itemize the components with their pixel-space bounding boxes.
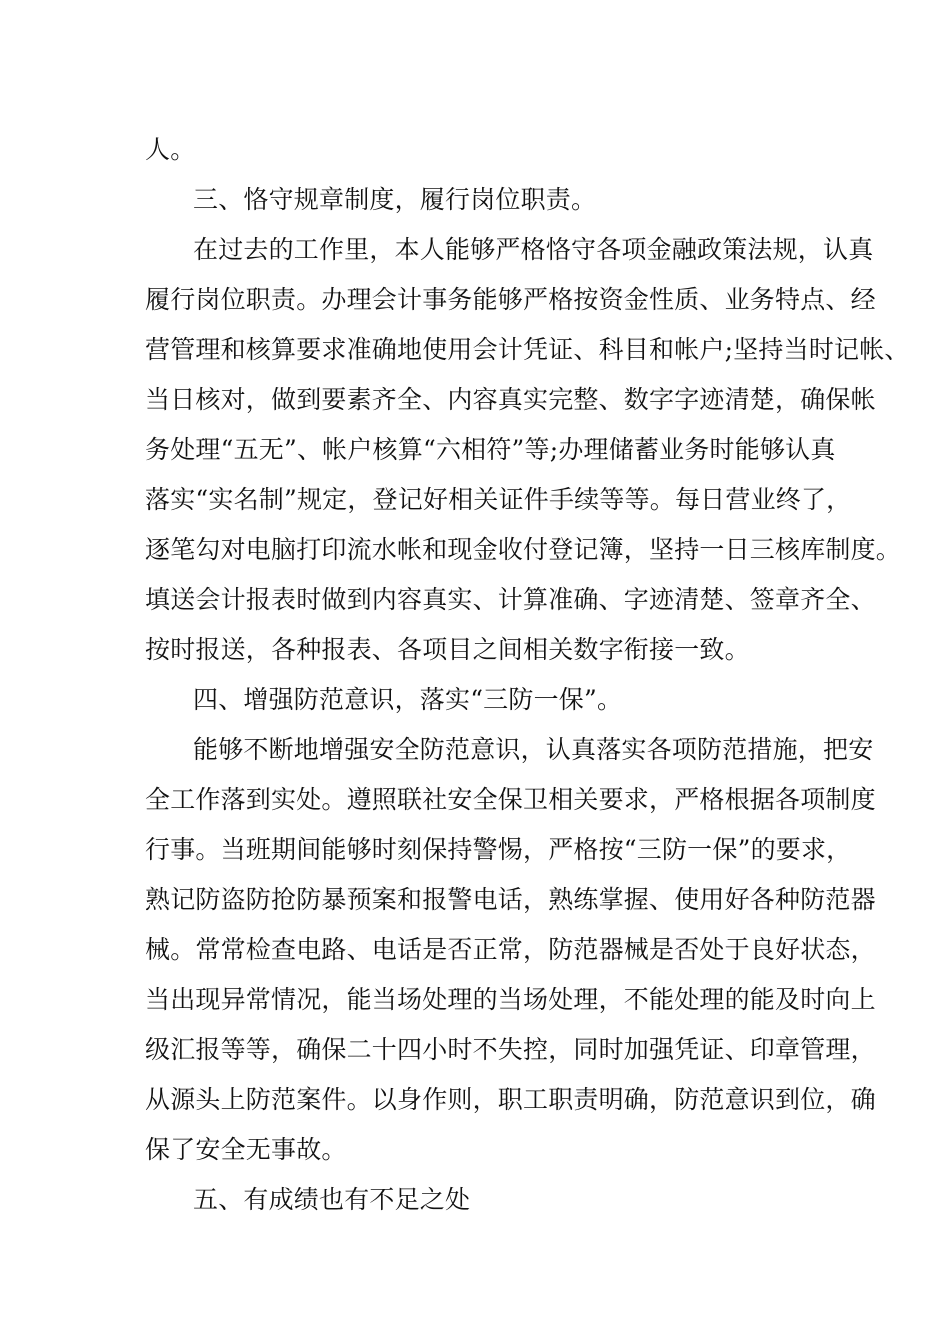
text-line: 按时报送，各种报表、各项目之间相关数字衔接一致。 — [145, 635, 750, 664]
section-heading-4: 四、增强防范意识，落实“三防一保”。 — [193, 685, 623, 714]
section-heading-3: 三、恪守规章制度，履行岗位职责。 — [193, 185, 597, 214]
text-line: 能够不断地增强安全防范意识，认真落实各项防范措施，把安 — [193, 735, 874, 764]
text-line: 逐笔勾对电脑打印流水帐和现金收付登记簿，坚持一日三核库制度。 — [145, 535, 902, 564]
text-line: 全工作落到实处。遵照联社安全保卫相关要求，严格根据各项制度 — [145, 785, 876, 814]
text-line: 营管理和核算要求准确地使用会计凭证、科目和帐户;坚持当时记帐、 — [145, 335, 910, 364]
text-line: 当出现异常情况，能当场处理的当场处理，不能处理的能及时向上 — [145, 985, 876, 1014]
text-line: 从源头上防范案件。以身作则，职工职责明确，防范意识到位，确 — [145, 1085, 876, 1114]
text-line: 人。 — [145, 135, 196, 164]
text-line: 熟记防盗防抢防暴预案和报警电话，熟练掌握、使用好各种防范器 — [145, 885, 876, 914]
text-line: 履行岗位职责。办理会计事务能够严格按资金性质、业务特点、经 — [145, 285, 876, 314]
text-line: 级汇报等等，确保二十四小时不失控，同时加强凭证、印章管理， — [145, 1035, 876, 1064]
text-line: 保了安全无事故。 — [145, 1135, 347, 1164]
text-line: 填送会计报表时做到内容真实、计算准确、字迹清楚、签章齐全、 — [145, 585, 876, 614]
text-line: 务处理“五无”、帐户核算“六相符”等;办理储蓄业务时能够认真 — [145, 435, 836, 464]
text-line: 当日核对，做到要素齐全、内容真实完整、数字字迹清楚，确保帐 — [145, 385, 876, 414]
text-line: 落实“实名制”规定，登记好相关证件手续等等。每日营业终了， — [145, 485, 852, 514]
text-line: 在过去的工作里，本人能够严格恪守各项金融政策法规，认真 — [193, 235, 874, 264]
text-line: 械。常常检查电路、电话是否正常，防范器械是否处于良好状态， — [145, 935, 876, 964]
section-heading-5: 五、有成绩也有不足之处 — [193, 1185, 471, 1214]
text-line: 行事。当班期间能够时刻保持警惕，严格按“三防一保”的要求， — [145, 835, 852, 864]
